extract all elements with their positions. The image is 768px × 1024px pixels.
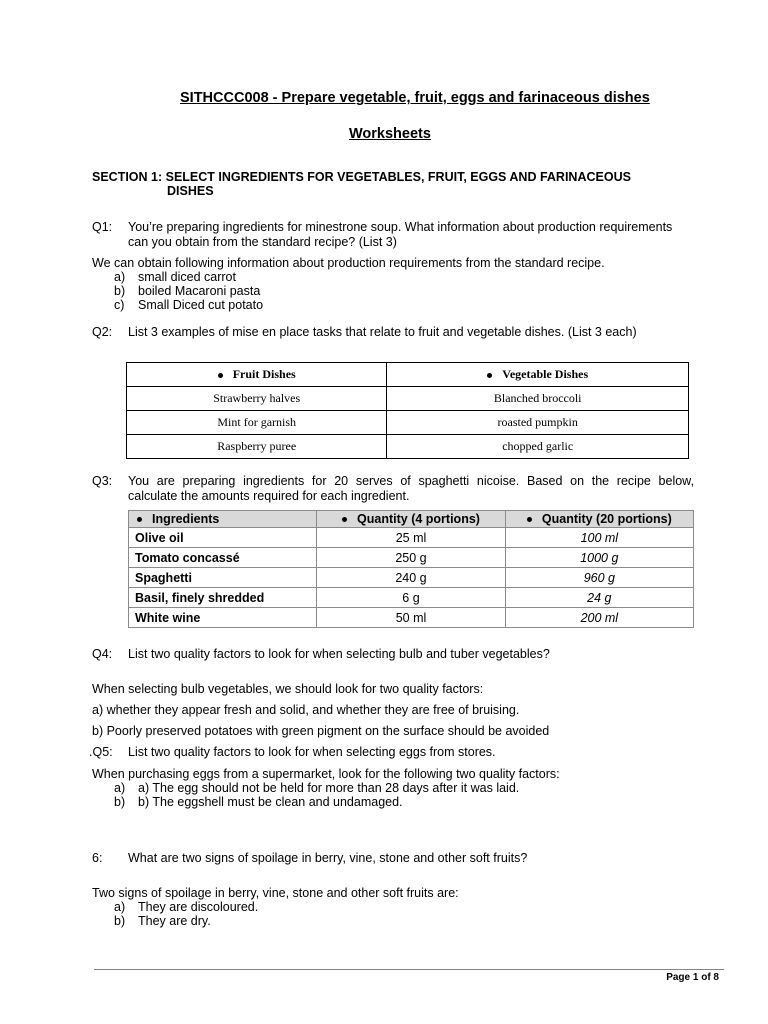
table-cell: 24 g: [505, 588, 693, 608]
question-3-line2: calculate the amounts required for each ingredient.: [128, 489, 410, 503]
table-header-fruit: Fruit Dishes: [127, 363, 387, 387]
table-row: [127, 411, 689, 435]
table-cell: 200 ml: [505, 608, 693, 628]
list-item: a) They are discoloured.: [114, 900, 259, 914]
section-heading: [92, 170, 631, 198]
question-6-text: What are two signs of spoilage in berry, vine, stone and other soft fruits?: [128, 851, 528, 865]
question-1-number: Q1:: [92, 220, 113, 234]
question-3-number: Q3:: [92, 474, 113, 488]
footer-divider: [94, 969, 724, 970]
table-cell: 50 ml: [317, 608, 505, 628]
answer-4-a: a) whether they appear fresh and solid, and whether they are free of bruising.: [92, 703, 520, 717]
list-item: a) a) The egg should not be held for more than 28 days after it was laid.: [114, 781, 520, 795]
answer-6-list: [92, 900, 492, 928]
table-cell: Strawberry halves: [127, 387, 387, 411]
table-row: [127, 387, 689, 411]
answer-6-intro: Two signs of spoilage in berry, vine, stone and other soft fruits are:: [92, 886, 459, 900]
table-header-row: [127, 363, 689, 387]
table-cell: Blanched broccoli: [387, 387, 689, 411]
table-row: [129, 608, 694, 628]
table-header-ingredients: Ingredients: [129, 511, 317, 528]
question-6-number: 6:: [92, 851, 103, 865]
section-heading-line2: DISHES: [167, 184, 214, 198]
table-cell: 1000 g: [505, 548, 693, 568]
table-cell: 100 ml: [505, 528, 693, 548]
answer-5-list: [92, 781, 652, 809]
question-2: [92, 325, 702, 340]
table-row: [129, 588, 694, 608]
list-item: c) Small Diced cut potato: [114, 298, 264, 312]
table-row: [127, 435, 689, 459]
question-1-line1: You’re preparing ingredients for minestrone soup. What information about production requirements: [128, 220, 673, 234]
question-4-text: List two quality factors to look for when selecting bulb and tuber vegetables?: [128, 647, 550, 661]
table-cell: Tomato concassé: [129, 548, 317, 568]
question-5: [89, 745, 702, 760]
table-cell: 25 ml: [317, 528, 505, 548]
question-1: [92, 220, 702, 250]
table-cell: Basil, finely shredded: [129, 588, 317, 608]
table-row: [129, 568, 694, 588]
table-cell: 250 g: [317, 548, 505, 568]
table-header-vegetable: Vegetable Dishes: [387, 363, 689, 387]
answer-1-intro: We can obtain following information about production requirements from the standard recipe.: [92, 256, 605, 270]
table-cell: Spaghetti: [129, 568, 317, 588]
list-item: a) small diced carrot: [114, 270, 236, 284]
document-title: SITHCCC008 - Prepare vegetable, fruit, eggs and farinaceous dishes: [180, 90, 650, 106]
table-cell: 6 g: [317, 588, 505, 608]
table-header-qty20: Quantity (20 portions): [505, 511, 693, 528]
question-3: [92, 474, 694, 504]
table-cell: White wine: [129, 608, 317, 628]
question-6: [92, 851, 702, 866]
table-cell: Mint for garnish: [127, 411, 387, 435]
question-4-number: Q4:: [92, 647, 113, 661]
answer-4-b: b) Poorly preserved potatoes with green pigment on the surface should be avoided: [92, 724, 550, 738]
table-cell: 960 g: [505, 568, 693, 588]
question-1-line2: can you obtain from the standard recipe? (List 3): [128, 235, 397, 249]
quantity-table: [128, 510, 694, 628]
table-cell: chopped garlic: [387, 435, 689, 459]
question-5-number: .Q5:: [89, 745, 113, 759]
section-heading-line1: SECTION 1: SELECT INGREDIENTS FOR VEGETABLES, FRUIT, EGGS AND FARINACEOUS: [92, 170, 631, 184]
list-item: b) boiled Macaroni pasta: [114, 284, 261, 298]
table-header-row: [129, 511, 694, 528]
list-item: b) They are dry.: [114, 914, 211, 928]
page-number: Page 1 of 8: [666, 972, 719, 983]
list-item: b) b) The eggshell must be clean and undamaged.: [114, 795, 403, 809]
answer-4-intro: When selecting bulb vegetables, we should look for two quality factors:: [92, 682, 484, 696]
question-2-text: List 3 examples of mise en place tasks that relate to fruit and vegetable dishes. (List 3 each): [128, 325, 637, 339]
question-5-text: List two quality factors to look for when selecting eggs from stores.: [128, 745, 496, 759]
answer-5-intro: When purchasing eggs from a supermarket, look for the following two quality factors:: [92, 767, 560, 781]
table-row: [129, 548, 694, 568]
document-subtitle: Worksheets: [349, 126, 431, 142]
table-cell: roasted pumpkin: [387, 411, 689, 435]
table-row: [129, 528, 694, 548]
answer-1-list: [92, 270, 492, 312]
table-cell: Olive oil: [129, 528, 317, 548]
question-3-line1: You are preparing ingredients for 20 serves of spaghetti nicoise. Based on the recipe below,: [128, 474, 694, 488]
mise-en-place-table: [126, 362, 689, 459]
question-2-number: Q2:: [92, 325, 113, 339]
question-4: [92, 647, 702, 662]
table-header-qty4: Quantity (4 portions): [317, 511, 505, 528]
table-cell: Raspberry puree: [127, 435, 387, 459]
table-cell: 240 g: [317, 568, 505, 588]
